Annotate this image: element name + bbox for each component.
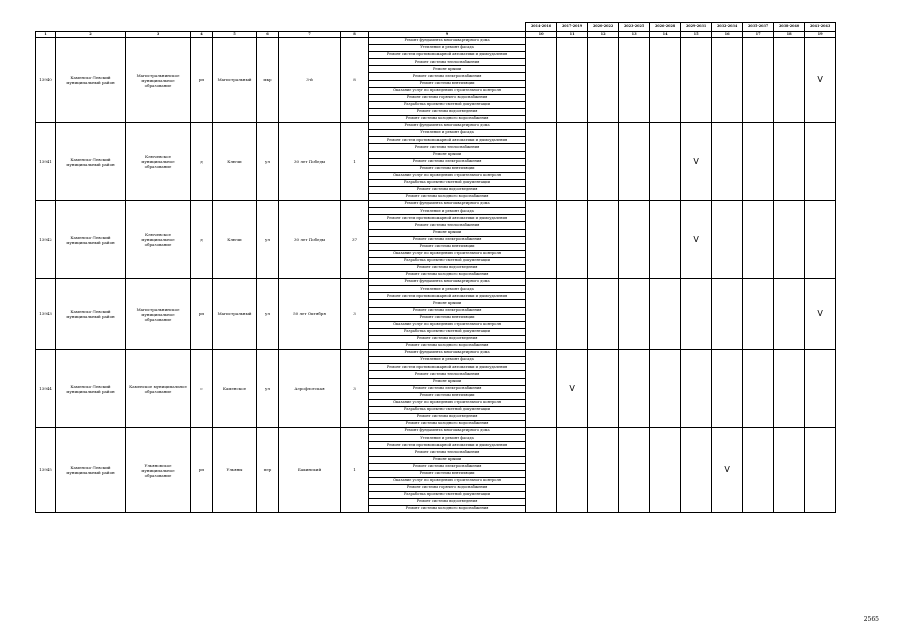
period-cell [588, 201, 619, 279]
column-number: 8 [341, 32, 369, 38]
period-header: 2041-2043 [805, 23, 836, 32]
work-item: Ремонт системы теплоснабжения [369, 222, 526, 229]
work-item: Ремонт системы вентиляции [369, 243, 526, 250]
period-cell [712, 350, 743, 428]
period-mark: V [805, 279, 836, 350]
work-item: Ремонт системы холодного водоснабжения [369, 272, 526, 279]
period-header: 2029-2031 [681, 23, 712, 32]
work-item: Ремонт системы горячего водоснабжения [369, 484, 526, 491]
work-item: Ремонт системы водоотведения [369, 499, 526, 506]
work-item: Ремонт системы холодного водоснабжения [369, 194, 526, 201]
period-cell [743, 350, 774, 428]
table-row [36, 123, 836, 130]
work-item: Ремонт системы водоотведения [369, 108, 526, 115]
period-cell [805, 201, 836, 279]
column-number: 17 [743, 32, 774, 38]
period-cell [681, 350, 712, 428]
period-cell [619, 428, 650, 513]
column-number: 11 [557, 32, 588, 38]
header-blank-cell [36, 23, 526, 32]
work-item: Ремонт системы вентиляции [369, 392, 526, 399]
period-header: 2035-2037 [743, 23, 774, 32]
period-cell [681, 428, 712, 513]
period-header-row [36, 23, 836, 32]
work-item: Ремонт системы теплоснабжения [369, 59, 526, 66]
period-cell [681, 38, 712, 123]
house-number: 37 [341, 201, 369, 279]
work-item: Ремонт крыши [369, 378, 526, 385]
municipality-name: Магистральнинское муниципальное образование [126, 38, 191, 123]
period-cell [619, 123, 650, 201]
street-name: 30 лет Победы [279, 201, 341, 279]
work-item: Разработка проектно-сметной документации [369, 179, 526, 186]
page-number: 2565 [863, 616, 879, 623]
work-item: Ремонт систем противопожарной автоматики и дымоудаления [369, 293, 526, 300]
period-cell [712, 123, 743, 201]
work-item: Ремонт системы вентиляции [369, 470, 526, 477]
work-item: Ремонт системы горячего водоснабжения [369, 94, 526, 101]
work-item: Ремонт системы холодного водоснабжения [369, 421, 526, 428]
period-mark: V [681, 201, 712, 279]
period-cell [650, 201, 681, 279]
table-row [36, 279, 836, 286]
column-number: 4 [191, 32, 213, 38]
district-name: Каменско-Левский муниципальный район [56, 123, 126, 201]
period-cell [526, 428, 557, 513]
work-item: Ремонт систем противопожарной автоматики и дымоудаления [369, 137, 526, 144]
period-cell [774, 428, 805, 513]
record-id: 13944 [36, 350, 56, 428]
work-item: Ремонт фундамента многоквартирного дома [369, 350, 526, 357]
work-item: Ремонт крыши [369, 151, 526, 158]
work-item: Ремонт систем противопожарной автоматики и дымоудаления [369, 215, 526, 222]
period-cell [712, 38, 743, 123]
work-item: Ремонт фундамента многоквартирного дома [369, 279, 526, 286]
period-cell [557, 123, 588, 201]
table-body [36, 38, 836, 513]
record-id: 13942 [36, 201, 56, 279]
street-type: ул [257, 350, 279, 428]
column-number: 12 [588, 32, 619, 38]
settlement-name: Ульяны [213, 428, 257, 513]
work-item: Ремонт крыши [369, 456, 526, 463]
work-item: Ремонт системы водоотведения [369, 335, 526, 342]
work-item: Разработка проектно-сметной документации [369, 406, 526, 413]
work-item: Утепление и ремонт фасада [369, 357, 526, 364]
work-item: Ремонт системы вентиляции [369, 165, 526, 172]
period-cell [557, 201, 588, 279]
street-type: пер [257, 428, 279, 513]
settlement-type: рп [191, 428, 213, 513]
column-number: 14 [650, 32, 681, 38]
period-cell [681, 279, 712, 350]
period-cell [557, 428, 588, 513]
column-number: 13 [619, 32, 650, 38]
period-header: 2026-2028 [650, 23, 681, 32]
period-cell [805, 428, 836, 513]
period-cell [619, 201, 650, 279]
settlement-name: Ключи [213, 123, 257, 201]
street-type: ул [257, 123, 279, 201]
period-cell [588, 428, 619, 513]
column-number: 15 [681, 32, 712, 38]
column-number: 16 [712, 32, 743, 38]
municipality-name: Магистральнинское муниципальное образование [126, 279, 191, 350]
street-name: 30 лет Победы [279, 123, 341, 201]
table-row [36, 38, 836, 45]
period-cell [805, 123, 836, 201]
period-cell [743, 123, 774, 201]
record-id: 13943 [36, 279, 56, 350]
period-mark: V [557, 350, 588, 428]
settlement-type: д [191, 201, 213, 279]
period-header: 2014-2016 [526, 23, 557, 32]
district-name: Каменско-Левский муниципальный район [56, 350, 126, 428]
settlement-type: с [191, 350, 213, 428]
record-id: 13941 [36, 123, 56, 201]
period-cell [774, 123, 805, 201]
municipality-name: Каменское муниципальное образование [126, 350, 191, 428]
column-number: 2 [56, 32, 126, 38]
table-row [36, 201, 836, 208]
work-item: Утепление и ремонт фасада [369, 286, 526, 293]
period-cell [526, 279, 557, 350]
period-cell [526, 123, 557, 201]
period-header: 2017-2019 [557, 23, 588, 32]
period-cell [588, 350, 619, 428]
period-cell [712, 279, 743, 350]
work-item: Оказание услуг по проведению строительного контроля [369, 87, 526, 94]
column-number: 1 [36, 32, 56, 38]
house-number: 1 [341, 428, 369, 513]
period-cell [526, 201, 557, 279]
repair-schedule-table [35, 22, 836, 513]
period-cell [619, 38, 650, 123]
district-name: Каменско-Левский муниципальный район [56, 38, 126, 123]
work-item: Ремонт системы теплоснабжения [369, 449, 526, 456]
period-cell [650, 123, 681, 201]
settlement-name: Магистральный [213, 279, 257, 350]
street-name: Бакинский [279, 428, 341, 513]
work-item: Ремонт системы электроснабжения [369, 236, 526, 243]
settlement-name: Ключи [213, 201, 257, 279]
work-item: Ремонт системы холодного водоснабжения [369, 116, 526, 123]
municipality-name: Ключевское муниципальное образование [126, 201, 191, 279]
period-cell [650, 350, 681, 428]
work-item: Ремонт системы теплоснабжения [369, 371, 526, 378]
record-id: 13940 [36, 38, 56, 123]
work-item: Утепление и ремонт фасада [369, 130, 526, 137]
period-header: 2023-2025 [619, 23, 650, 32]
period-cell [774, 350, 805, 428]
period-cell [619, 350, 650, 428]
period-cell [774, 279, 805, 350]
settlement-name: Магистральный [213, 38, 257, 123]
work-item: Ремонт фундамента многоквартирного дома [369, 123, 526, 130]
period-cell [712, 201, 743, 279]
column-number: 7 [279, 32, 341, 38]
column-number: 6 [257, 32, 279, 38]
period-header: 2020-2022 [588, 23, 619, 32]
work-item: Разработка проектно-сметной документации [369, 101, 526, 108]
column-number: 9 [369, 32, 526, 38]
period-cell [650, 38, 681, 123]
period-header: 2032-2034 [712, 23, 743, 32]
table-row [36, 428, 836, 435]
house-number: 3 [341, 279, 369, 350]
work-item: Ремонт системы теплоснабжения [369, 144, 526, 151]
work-item: Ремонт системы электроснабжения [369, 158, 526, 165]
house-number: 8 [341, 38, 369, 123]
work-item: Ремонт фундамента многоквартирного дома [369, 38, 526, 45]
street-type: ул [257, 279, 279, 350]
work-item: Оказание услуг по проведению строительного контроля [369, 172, 526, 179]
settlement-type: рп [191, 279, 213, 350]
work-item: Разработка проектно-сметной документации [369, 257, 526, 264]
work-item: Разработка проектно-сметной документации [369, 328, 526, 335]
period-mark: V [805, 38, 836, 123]
work-item: Ремонт системы электроснабжения [369, 73, 526, 80]
house-number: 3 [341, 350, 369, 428]
period-cell [774, 201, 805, 279]
work-item: Ремонт системы водоотведения [369, 265, 526, 272]
period-mark: V [681, 123, 712, 201]
period-cell [743, 38, 774, 123]
work-item: Оказание услуг по проведению строительного контроля [369, 250, 526, 257]
work-item: Утепление и ремонт фасада [369, 435, 526, 442]
settlement-type: рп [191, 38, 213, 123]
work-item: Разработка проектно-сметной документации [369, 492, 526, 499]
street-type: мкр [257, 38, 279, 123]
municipality-name: Ульяновское муниципальное образование [126, 428, 191, 513]
period-cell [743, 428, 774, 513]
table-row [36, 350, 836, 357]
work-item: Ремонт системы вентиляции [369, 80, 526, 87]
street-name: 3-й [279, 38, 341, 123]
work-item: Ремонт системы холодного водоснабжения [369, 506, 526, 513]
period-cell [805, 350, 836, 428]
work-item: Ремонт систем противопожарной автоматики и дымоудаления [369, 442, 526, 449]
street-name: 50 лет Октября [279, 279, 341, 350]
work-item: Ремонт систем противопожарной автоматики и дымоудаления [369, 364, 526, 371]
work-item: Ремонт системы электроснабжения [369, 463, 526, 470]
period-mark: V [712, 428, 743, 513]
period-cell [588, 279, 619, 350]
district-name: Каменско-Левский муниципальный район [56, 279, 126, 350]
work-item: Ремонт крыши [369, 300, 526, 307]
work-item: Ремонт систем противопожарной автоматики и дымоудаления [369, 52, 526, 59]
column-number: 18 [774, 32, 805, 38]
period-cell [588, 38, 619, 123]
period-header: 2038-2040 [774, 23, 805, 32]
period-cell [650, 428, 681, 513]
work-item: Утепление и ремонт фасада [369, 45, 526, 52]
work-item: Ремонт крыши [369, 66, 526, 73]
work-item: Ремонт системы водоотведения [369, 186, 526, 193]
period-cell [650, 279, 681, 350]
work-item: Ремонт системы холодного водоснабжения [369, 343, 526, 350]
work-item: Ремонт системы вентиляции [369, 314, 526, 321]
street-name: Аэрофлотская [279, 350, 341, 428]
period-cell [557, 279, 588, 350]
district-name: Каменско-Левский муниципальный район [56, 428, 126, 513]
period-cell [588, 123, 619, 201]
municipality-name: Ключевское муниципальное образование [126, 123, 191, 201]
work-item: Ремонт фундамента многоквартирного дома [369, 428, 526, 435]
period-cell [743, 201, 774, 279]
work-item: Ремонт системы электроснабжения [369, 307, 526, 314]
record-id: 13945 [36, 428, 56, 513]
district-name: Каменско-Левский муниципальный район [56, 201, 126, 279]
period-cell [619, 279, 650, 350]
period-cell [526, 350, 557, 428]
period-cell [526, 38, 557, 123]
period-cell [557, 38, 588, 123]
period-cell [774, 38, 805, 123]
column-number: 10 [526, 32, 557, 38]
column-number: 19 [805, 32, 836, 38]
work-item: Ремонт фундамента многоквартирного дома [369, 201, 526, 208]
work-item: Ремонт системы водоотведения [369, 413, 526, 420]
period-cell [743, 279, 774, 350]
work-item: Оказание услуг по проведению строительного контроля [369, 399, 526, 406]
work-item: Ремонт системы электроснабжения [369, 385, 526, 392]
work-item: Утепление и ремонт фасада [369, 208, 526, 215]
house-number: 1 [341, 123, 369, 201]
column-number: 3 [126, 32, 191, 38]
work-item: Оказание услуг по проведению строительного контроля [369, 477, 526, 484]
street-type: ул [257, 201, 279, 279]
settlement-type: д [191, 123, 213, 201]
settlement-name: Каменское [213, 350, 257, 428]
work-item: Ремонт крыши [369, 229, 526, 236]
column-number: 5 [213, 32, 257, 38]
work-item: Оказание услуг по проведению строительного контроля [369, 321, 526, 328]
